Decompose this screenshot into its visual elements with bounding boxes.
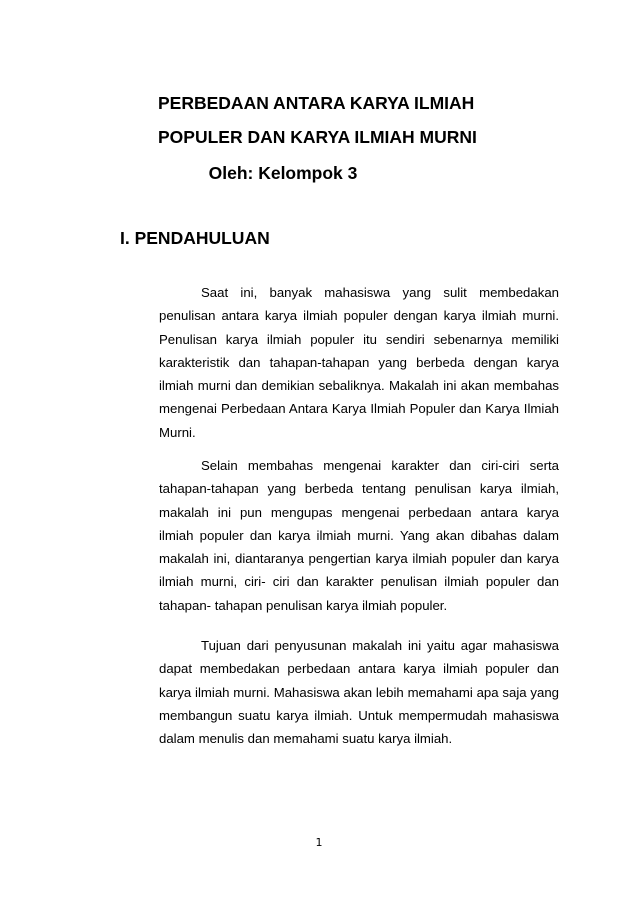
author-line: Oleh: Kelompok 3 bbox=[208, 163, 358, 183]
paragraph-1: Saat ini, banyak mahasiswa yang sulit membedakan penulisan antara karya ilmiah populer dengan karya ilmiah murni. Penulisan karya ilmiah populer itu sendiri sebenarnya memiliki karakteristik dan tahapan-tahapan yang berbeda dengan karya ilmiah murni dan demikian sebaliknya. Makalah ini akan membahas mengenai Perbedaan Antara Karya Ilmiah Populer dan Karya Ilmiah Murni. bbox=[159, 285, 559, 440]
paragraph-3: Tujuan dari penyusunan makalah ini yaitu agar mahasiswa dapat membedakan perbedaan antara karya ilmiah populer dan karya ilmiah murni. Mahasiswa akan lebih memahami apa saja yang membangun suatu karya ilmiah. Untuk mempermudah mahasiswa dalam menulis dan memahami suatu karya ilmiah. bbox=[159, 638, 559, 747]
paragraph-2: Selain membahas mengenai karakter dan ciri-ciri serta tahapan-tahapan yang berbeda tentang penulisan karya ilmiah, makalah ini pun mengupas mengenai perbedaan antara karya ilmiah populer dan karya ilmiah murni. Yang akan dibahas dalam makalah ini, diantaranya pengertian karya ilmiah populer dan karya ilmiah murni, ciri- ciri dan karakter penulisan ilmiah populer dan tahapan- tahapan penulisan karya ilmiah populer. bbox=[159, 458, 559, 613]
page-number: 1 bbox=[315, 836, 323, 849]
document-title bbox=[158, 92, 558, 148]
title-line-1: PERBEDAAN ANTARA KARYA ILMIAH bbox=[158, 93, 475, 113]
section-heading: I. PENDAHULUAN bbox=[120, 228, 270, 248]
title-line-2: POPULER DAN KARYA ILMIAH MURNI bbox=[158, 127, 477, 147]
